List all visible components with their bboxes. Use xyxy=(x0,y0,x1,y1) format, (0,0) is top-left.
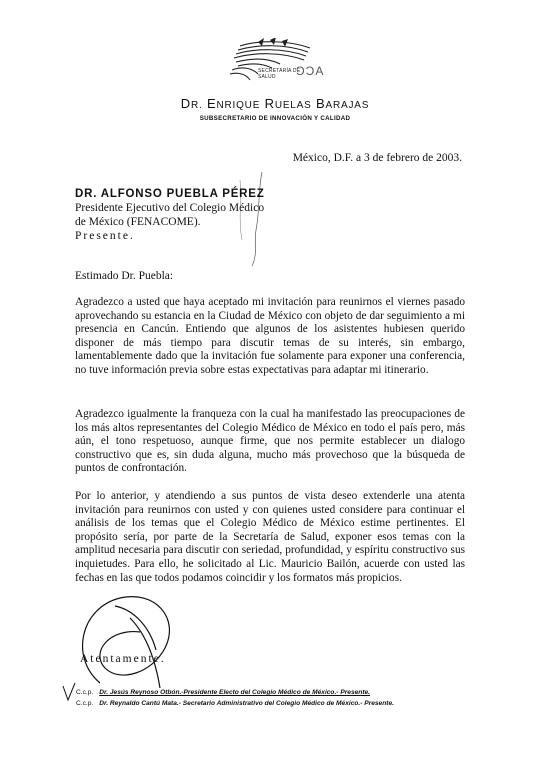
letter-date: México, D.F. a 3 de febrero de 2003. xyxy=(292,152,462,164)
cc-text: Dr. Jesús Reynoso Otbón.-Presidente Electo del Colegio Médico de México.- Presente. xyxy=(99,689,371,696)
salutation: Estimado Dr. Puebla: xyxy=(75,270,174,282)
closing: Atentamente. xyxy=(80,653,166,665)
sender-name-initial-3: R xyxy=(264,96,275,111)
sender-name-initial-4: B xyxy=(316,96,326,111)
seal-stamp: ƆƆA xyxy=(296,64,325,78)
sender-name xyxy=(0,96,550,111)
recipient-name: DR. ALFONSO PUEBLA PÉREZ xyxy=(75,188,265,200)
body-paragraph-1: Agradezco a usted que haya aceptado mi invitación para reunirnos el viernes pasado aprovechando su estancia en la Ciudad de México con objeto de dar seguimiento a mi presencia en Cancún. Entiendo que algunos de los asistentes hubiesen querido disponer de más tiempo para discutir temas de su interés, sin embargo, lamentablemente dado que la invitación fue solamente para exponer una conferencia, no tuve información previa sobre estas expectativas para adaptar mi itinerario. xyxy=(75,296,465,376)
cc-text: Dr. Reynaldo Cantú Mata.- Secretario Administrativo del Colegio Médico de México.- Presente. xyxy=(99,700,394,707)
sender-name-rest-1: R. xyxy=(190,100,203,111)
body-paragraph-2: Agradezco igualmente la franqueza con la cual ha manifestado las preocupaciones de los más altos representantes del Colegio Médico de México en todo el país pero, más aún, el tono respetuoso, aunque firme, que nos permite establecer un dialogo constructivo que es, sin duda alguna, mucho más provechoso que la búsqueda de puntos de confrontación. xyxy=(75,408,465,475)
recipient-line-3: Presente. xyxy=(75,230,135,242)
sender-name-initial-2: E xyxy=(207,96,217,111)
sender-title: SUBSECRETARIO DE INNOVACIÓN Y CALIDAD xyxy=(199,115,351,122)
sender-name-initial-1: D xyxy=(180,96,191,111)
sender-name-rest-2: NRIQUE xyxy=(216,100,261,111)
recipient-line-2: de México (FENACOME). xyxy=(75,216,201,228)
recipient-block xyxy=(75,187,265,243)
sender-name-rest-3: UELAS xyxy=(274,100,312,111)
logo-text: SECRETARÍA DE SALUD xyxy=(258,68,301,80)
handwritten-signature-icon xyxy=(60,588,210,698)
recipient-line-1: Presidente Ejecutivo del Colegio Médico xyxy=(75,202,265,214)
cc-label: C.c.p. xyxy=(76,700,94,707)
sender-name-rest-4: ARAJAS xyxy=(325,100,370,111)
check-mark-icon xyxy=(62,682,76,702)
body-paragraph-3: Por lo anterior, y atendiendo a sus puntos de vista deseo extenderle una atenta invitación para reunirnos con usted y con quienes usted considere para continuar el análisis de los temas que el Colegio Médico de México estime pertinentes. El propósito sería, por parte de la Secretaría de Salud, exponer esos temas con la amplitud necesaria para discutir con seriedad, profundidad, y espíritu constructivo sus inquietudes. Para ello, he solicitado al Lic. Mauricio Bailón, acuerde con usted las fechas en las que todos podamos coincidir y los formatos más propicios. xyxy=(75,490,465,584)
cc-line-1 xyxy=(76,689,370,696)
cc-label: C.c.p. xyxy=(76,689,94,696)
cc-line-2 xyxy=(76,700,394,707)
